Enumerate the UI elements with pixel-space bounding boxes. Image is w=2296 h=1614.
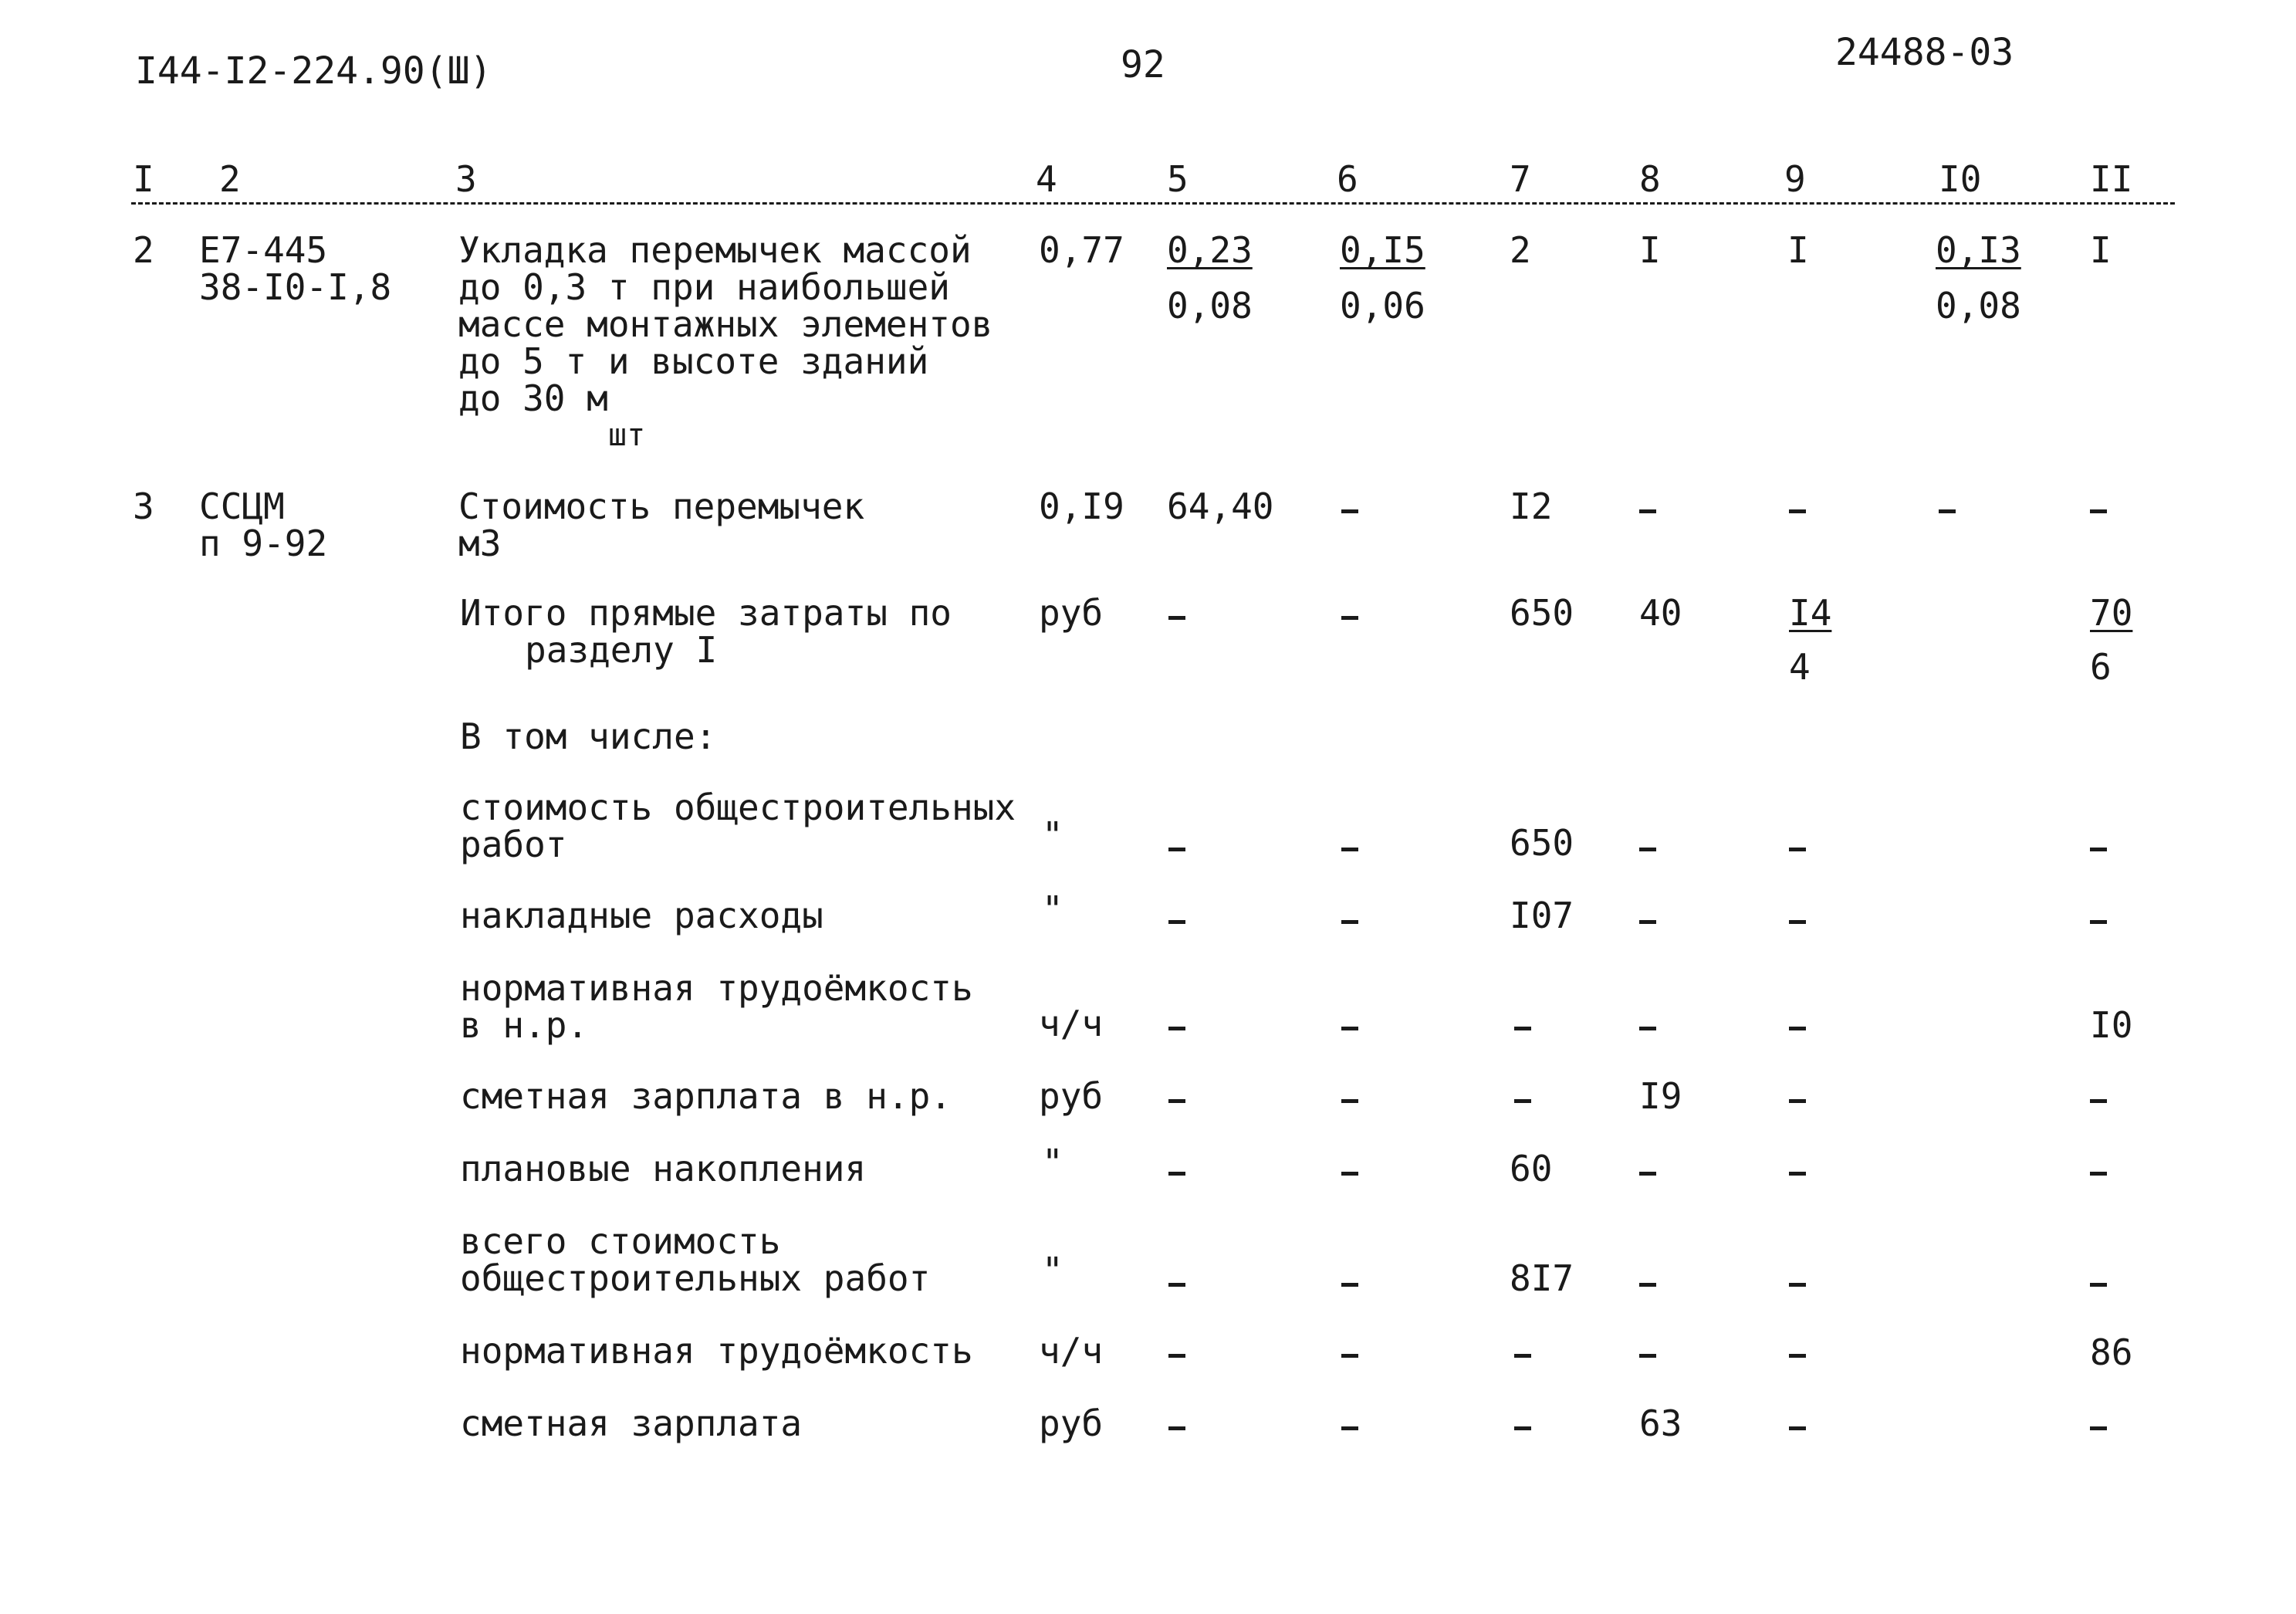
item-col9-dash (1789, 1099, 1806, 1103)
column-number: I (133, 158, 154, 200)
column-number: 6 (1337, 158, 1358, 200)
cell-col11: I (2090, 229, 2112, 271)
item-col9-dash (1789, 1426, 1806, 1430)
item-col5-dash (1168, 1027, 1185, 1030)
page-number: 92 (1121, 43, 1165, 86)
item-label-line: накладные расходы (460, 895, 823, 936)
item-col7: 650 (1510, 822, 1574, 864)
total-col11-numerator: 70 (2090, 592, 2133, 634)
cell-col9-dash (1789, 509, 1806, 513)
item-col7-dash (1514, 1426, 1531, 1430)
item-col7: 60 (1510, 1148, 1553, 1189)
total-unit: руб (1039, 592, 1104, 634)
cell-col4: 0,I9 (1039, 486, 1124, 527)
cell-col5-numerator: 0,23 (1167, 229, 1253, 271)
cell-col5: 64,40 (1167, 486, 1274, 527)
document-code: I44-I2-224.90(Ш) (135, 49, 492, 93)
item-col11-dash (2090, 1283, 2107, 1287)
row-description-line: м3 (458, 523, 502, 564)
column-number: II (2090, 158, 2133, 200)
item-unit: ч/ч (1039, 1003, 1104, 1044)
including-label: В том числе: (460, 716, 717, 757)
column-number: I0 (1939, 158, 1982, 200)
item-unit: руб (1039, 1403, 1104, 1444)
item-label-line: стоимость общестроительных (460, 787, 1016, 828)
row-number: 3 (133, 486, 154, 527)
item-col7: 8I7 (1510, 1257, 1574, 1299)
item-col6-dash (1341, 1099, 1358, 1103)
row-description-line: до 0,3 т при наибольшей (458, 266, 950, 308)
row-code-line: ССЦМ (199, 486, 285, 527)
column-number: 2 (219, 158, 241, 200)
item-col6-dash (1341, 920, 1358, 924)
row-description-line: до 30 м (458, 377, 608, 419)
row-description-line: Укладка перемычек массой (458, 229, 972, 271)
item-col8-dash (1639, 1283, 1656, 1287)
item-col8-dash (1639, 1172, 1656, 1176)
cell-col10-denominator: 0,08 (1936, 285, 2021, 327)
item-col9-dash (1789, 1283, 1806, 1287)
cell-col4: 0,77 (1039, 229, 1124, 271)
row-description-line: Стоимость перемычек (458, 486, 865, 527)
item-col8-dash (1639, 1027, 1656, 1030)
header-rule (131, 202, 2175, 205)
item-col5-dash (1168, 1426, 1185, 1430)
cell-col6-dash (1341, 509, 1358, 513)
item-label-line: работ (460, 824, 567, 865)
item-col11: I0 (2090, 1004, 2133, 1046)
total-col7: 650 (1510, 592, 1574, 634)
column-number: 5 (1167, 158, 1189, 200)
item-col7: I07 (1510, 895, 1574, 936)
total-col8: 40 (1639, 592, 1682, 634)
cell-col7: I2 (1510, 486, 1553, 527)
item-label-line: сметная зарплата в н.р. (460, 1075, 952, 1117)
row-code-line: 38-I0-I,8 (199, 266, 392, 308)
item-col8-dash (1639, 920, 1656, 924)
item-col11: 86 (2090, 1331, 2133, 1373)
item-label-line: нормативная трудоёмкость (460, 1330, 973, 1372)
total-col11-denominator: 6 (2090, 646, 2112, 688)
cell-col10-numerator: 0,I3 (1936, 229, 2021, 271)
item-col8: 63 (1639, 1403, 1682, 1444)
item-col11-dash (2090, 1426, 2107, 1430)
item-col8: I9 (1639, 1075, 1682, 1117)
item-col9-dash (1789, 1172, 1806, 1176)
cell-col5-denominator: 0,08 (1167, 285, 1253, 327)
item-col9-dash (1789, 920, 1806, 924)
row-description-line: массе монтажных элементов (458, 303, 993, 345)
item-col9-dash (1789, 848, 1806, 851)
row-unit: шт (608, 418, 646, 453)
column-number: 4 (1036, 158, 1057, 200)
total-col9-denominator: 4 (1789, 646, 1811, 688)
item-col11-dash (2090, 1172, 2107, 1176)
row-number: 2 (133, 229, 154, 271)
item-col9-dash (1789, 1027, 1806, 1030)
sheet-code: 24488-03 (1835, 31, 2014, 74)
total-col6-dash (1341, 616, 1358, 620)
item-label-line: общестроительных работ (460, 1257, 931, 1299)
item-unit: " (1042, 1250, 1063, 1291)
column-number: 8 (1639, 158, 1661, 200)
item-unit: " (1042, 1142, 1063, 1183)
cell-col6-denominator: 0,06 (1340, 285, 1425, 327)
item-label-line: нормативная трудоёмкость (460, 967, 973, 1009)
item-col11-dash (2090, 848, 2107, 851)
item-label-line: сметная зарплата (460, 1403, 803, 1444)
item-unit: ч/ч (1039, 1330, 1104, 1372)
total-col9-numerator: I4 (1789, 592, 1832, 634)
item-col5-dash (1168, 1354, 1185, 1358)
item-col5-dash (1168, 920, 1185, 924)
item-col6-dash (1341, 848, 1358, 851)
row-description-line: до 5 т и высоте зданий (458, 340, 929, 382)
cell-col9: I (1787, 229, 1809, 271)
item-col6-dash (1341, 1283, 1358, 1287)
item-unit: " (1042, 814, 1063, 856)
item-col5-dash (1168, 848, 1185, 851)
item-col6-dash (1341, 1426, 1358, 1430)
cell-col8: I (1639, 229, 1661, 271)
total-col5-dash (1168, 616, 1185, 620)
item-col11-dash (2090, 920, 2107, 924)
cell-col6-numerator: 0,I5 (1340, 229, 1425, 271)
item-col6-dash (1341, 1354, 1358, 1358)
item-label-line: в н.р. (460, 1004, 589, 1046)
item-col6-dash (1341, 1027, 1358, 1030)
item-unit: руб (1039, 1075, 1104, 1117)
cell-col11-dash (2090, 509, 2107, 513)
row-code-line: п 9-92 (199, 523, 328, 564)
item-col8-dash (1639, 1354, 1656, 1358)
cell-col8-dash (1639, 509, 1656, 513)
item-col6-dash (1341, 1172, 1358, 1176)
item-col7-dash (1514, 1354, 1531, 1358)
item-label-line: всего стоимость (460, 1220, 781, 1262)
item-col11-dash (2090, 1099, 2107, 1103)
total-label-line: Итого прямые затраты по (460, 592, 952, 634)
row-code-line: Е7-445 (199, 229, 328, 271)
item-col5-dash (1168, 1283, 1185, 1287)
column-number: 3 (455, 158, 477, 200)
cell-col7: 2 (1510, 229, 1531, 271)
item-col8-dash (1639, 848, 1656, 851)
item-col9-dash (1789, 1354, 1806, 1358)
item-col5-dash (1168, 1172, 1185, 1176)
item-col7-dash (1514, 1099, 1531, 1103)
cell-col10-dash (1939, 509, 1956, 513)
item-unit: " (1042, 888, 1063, 930)
item-label-line: плановые накопления (460, 1148, 867, 1189)
item-col7-dash (1514, 1027, 1531, 1030)
total-label-line: разделу I (525, 629, 718, 671)
column-number: 7 (1510, 158, 1531, 200)
column-number: 9 (1784, 158, 1806, 200)
item-col5-dash (1168, 1099, 1185, 1103)
